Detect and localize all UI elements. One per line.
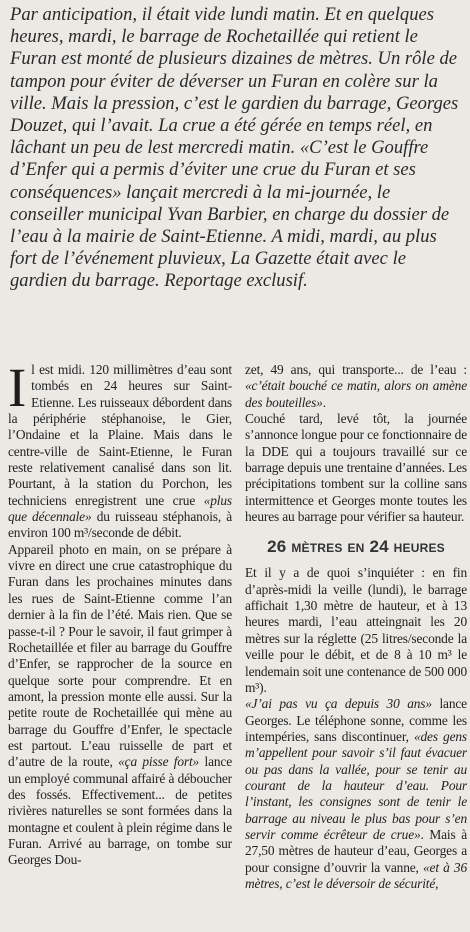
p2-quote: «ça pisse fort» [118,754,200,770]
lead-paragraph: Par anticipation, il était vide lundi matin. Et en quelques heures, mardi, le barrage de Rochetaillée qui retient le Furan est monté de plusieurs dizaines de mètres. Un rôle de tampon pour éviter de déverser un Furan en colère sur la ville. Mais la pression, c’est le gardien du barrage, Georges Douzet, qui l’avait. La crue a été gérée en temps réel, en lâchant un peu de lest mercredi matin. «C’est le Gouffre d’Enfer qui a permis d’éviter une crue du Furan et ses conséquences» lançait mercredi à la mi-journée, le conseiller municipal Yvan Barbier, en charge du dossier de l’eau à la mairie de Saint-Etienne. A midi, mardi, au plus fort de l’événement pluvieux, La Gazette était avec le gardien du barrage. Reportage exclusif. [10,4,459,292]
article-column-right [245,362,467,892]
p5-quote-3: «et à 36 mètres, c’est le déversoir de sécurité, [245,859,467,891]
p1-end: du ruisseau stéphanois, à environ 100 m³/seconde de débit. [8,509,232,541]
p1-text: l est midi. 120 millimètres d’eau sont tombés en 24 heures sur Saint-Etienne. Les ruisseaux débordent dans la périphérie stéphanoise, le Gier, l’Ondaine et la Plaine. Mais dans le centre-ville de Saint-Etienne, le Furan reste relativement canalisé dans son lit. Pourtant, à la station du Porchon, les techniciens enregistrent une crue [8,362,232,508]
paragraph-2: Appareil photo en main, on se prépare à vivre en direct une crue catastrophique du Furan dans les prochaines minutes dans les rues de Saint-Etienne comme l’an dernier à la fin de l’été. Mais rien. Que se passe-t-il ? Pour le savoir, il faut grimper à Rochetaillée et filer au barrage du Gouffre d’Enfer, se rapprocher de la source en quelque sorte pour comprendre. Et en amont, la pression monte elle aussi. Sur la petite route de Rochetaillée qui mène au barrage du Gouffre d’Enfer, le spectacle est partout. L’eau ruisselle de part et d’autre de la route, «ça pisse fort» lance un employé communal affairé à déboucher des fossés. Effectivement... de petites rivières naturelles se sont formées dans la montagne et coulent à plein régime dans le Furan. Arrivé au barrage, on tombe sur Georges Dou- [8,541,232,868]
p2-text-a: Appareil photo en main, on se prépare à vivre en direct une crue catastrophique du Furan dans les prochaines minutes dans les rues de Saint-Etienne comme l’an dernier à la fin de l’été. Mais rien. Que se passe-t-il ? Pour le savoir, il faut grimper à Rochetaillée et filer au barrage du Gouffre d’Enfer, se rapprocher de la source en quelque sorte pour comprendre. Et en amont, la pression monte elle aussi. Sur la petite route de Rochetaillée qui mène au barrage du Gouffre d’Enfer, le spectacle est partout. L’eau ruisselle de part et d’autre de la route, [8,541,232,770]
p2-quote-2: «c’était bouché ce matin, alors on amène des bouteilles» [245,378,467,410]
section-subheading: 26 mètres en 24 heures [267,537,445,557]
p2-text-b: lance un employé communal affairé à déboucher des fossés. Effectivement... de petites rivières naturelles se sont formées dans la montagne et coulent à plein régime dans le Furan. Arrivé au barrage, on tombe sur Georges Dou [8,754,232,868]
paragraph-3: Couché tard, levé tôt, la journée s’annonce longue pour ce fonctionnaire de la DDE qui a toujours travaillé sur ce barrage depuis une trentaine d’années. Les précipitations tombent sur la colline sans intermittence et Georges monte toutes les heures au barrage pour vérifier sa hauteur. [245,411,467,525]
paragraph-4: Et il y a de quoi s’inquiéter : en fin d’après-midi la veille (lundi), le barrage affichait 1,30 mètre de hauteur, et à 13 heures mardi, l’eau atteingnait les 20 mètres sur la réglette (25 litres/seconde la veille pour le débit, et de 8 à 10 m³ le lendemain soit une contenance de 500 000 m³). [245,565,467,695]
p2-text-d: . [322,394,326,410]
article-column-left [8,357,232,869]
p5-text-a: lance Georges. Le téléphone sonne, comme les intempéries, sans discontinuer, [245,696,467,744]
p5-text-b: . Mais à 27,50 mètres de hauteur d’eau, Georges a pour consigne d’ouvrir la vanne, [245,826,467,875]
p5-quote: «J’ai pas vu ça depuis 30 ans» [245,696,432,712]
paragraph-1 [8,357,232,542]
p2-text-c: zet, 49 ans, qui transporte... de l’eau : [245,362,467,377]
drop-cap: I [8,357,27,418]
p1-quote: «plus que décennale» [8,492,232,525]
p5-quote-2: «des gens m’appellent pour savoir s’il faut évacuer ou pas dans la vallée, pour se tenir au courant de la hauteur d’eau. Pour l’instant, les consignes sont de tenir le barrage au niveau le plus bas pour s’en servir comme écrêteur de crue» [245,728,467,842]
paragraph-5 [245,696,467,892]
paragraph-2-continued [245,362,467,411]
article-lead [10,4,464,293]
